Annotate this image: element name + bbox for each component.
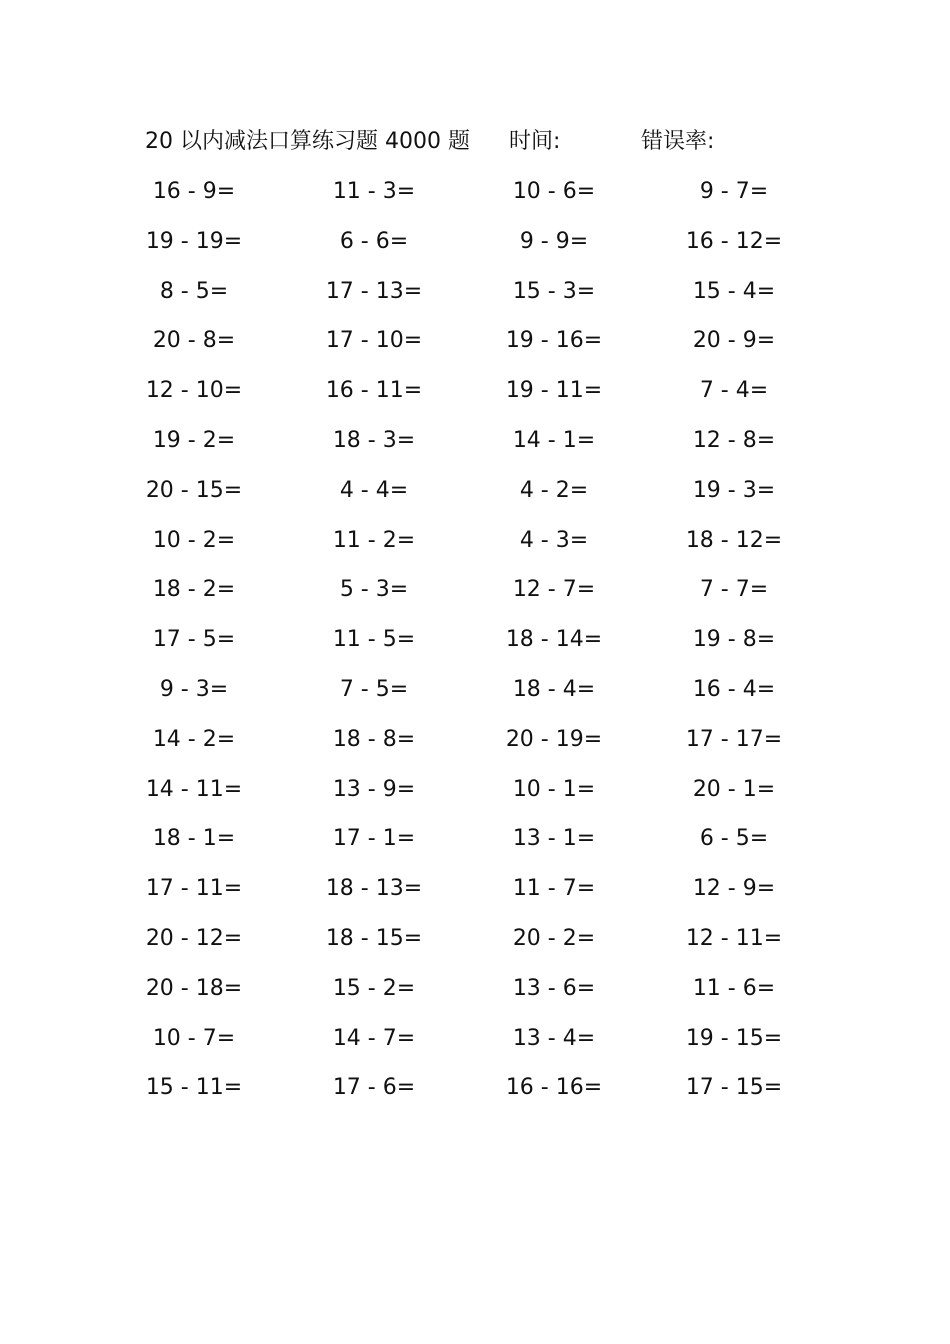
problem-row	[0, 172, 950, 222]
problem-item: 7 - 4=	[699, 378, 769, 404]
problem-item: 19 - 3=	[692, 477, 776, 503]
problem-item: 18 - 1=	[152, 826, 236, 852]
problem-item: 18 - 12=	[685, 527, 783, 553]
problem-item: 19 - 15=	[685, 1025, 783, 1051]
problem-row	[0, 570, 950, 620]
problem-row	[0, 1068, 950, 1118]
problem-item: 16 - 12=	[685, 228, 783, 254]
problem-item: 7 - 5=	[339, 676, 409, 702]
problem-item: 11 - 3=	[332, 179, 416, 204]
error-rate-label: 错误率:	[641, 129, 715, 154]
problem-row	[0, 471, 950, 521]
problem-row	[0, 521, 950, 571]
problem-item: 15 - 2=	[332, 975, 416, 1001]
problem-item: 13 - 4=	[512, 1025, 596, 1051]
problem-item: 15 - 3=	[512, 278, 596, 304]
problem-item: 17 - 17=	[685, 726, 783, 752]
problem-item: 18 - 14=	[505, 627, 603, 653]
problem-item: 9 - 9=	[519, 228, 589, 254]
problem-item: 14 - 11=	[145, 776, 243, 802]
problem-item: 14 - 1=	[512, 427, 596, 453]
problem-item: 20 - 18=	[145, 975, 243, 1001]
problem-item: 12 - 10=	[145, 378, 243, 404]
problem-item: 12 - 7=	[512, 577, 596, 603]
problem-row	[0, 321, 950, 371]
problem-item: 19 - 11=	[505, 378, 603, 404]
problem-item: 4 - 3=	[519, 527, 589, 553]
problem-item: 13 - 9=	[332, 776, 416, 802]
problem-row	[0, 720, 950, 770]
problem-grid	[0, 172, 950, 1118]
problem-item: 7 - 7=	[699, 577, 769, 603]
time-label: 时间:	[509, 129, 561, 154]
problem-item: 10 - 2=	[152, 527, 236, 553]
problem-item: 19 - 2=	[152, 427, 236, 453]
problem-item: 13 - 1=	[512, 826, 596, 852]
worksheet-title: 20 以内减法口算练习题 4000 题	[145, 129, 470, 154]
problem-item: 16 - 11=	[325, 378, 423, 404]
problem-item: 17 - 15=	[685, 1075, 783, 1101]
problem-item: 18 - 3=	[332, 427, 416, 453]
problem-item: 20 - 12=	[145, 925, 243, 951]
problem-row	[0, 421, 950, 471]
problem-item: 4 - 2=	[519, 477, 589, 503]
problem-item: 11 - 2=	[332, 527, 416, 553]
problem-row	[0, 770, 950, 820]
problem-item: 20 - 2=	[512, 925, 596, 951]
problem-row	[0, 371, 950, 421]
problem-item: 18 - 2=	[152, 577, 236, 603]
problem-item: 18 - 13=	[325, 876, 423, 902]
problem-item: 16 - 4=	[692, 676, 776, 702]
problem-item: 12 - 8=	[692, 427, 776, 453]
problem-item: 17 - 10=	[325, 328, 423, 354]
problem-item: 17 - 5=	[152, 627, 236, 653]
problem-item: 10 - 6=	[512, 179, 596, 204]
problem-item: 12 - 9=	[692, 876, 776, 902]
problem-item: 9 - 3=	[159, 676, 229, 702]
problem-item: 13 - 6=	[512, 975, 596, 1001]
problem-item: 19 - 19=	[145, 228, 243, 254]
worksheet-header	[0, 124, 950, 160]
problem-item: 16 - 9=	[152, 179, 236, 204]
problem-item: 11 - 7=	[512, 876, 596, 902]
problem-item: 6 - 5=	[699, 826, 769, 852]
problem-item: 10 - 7=	[152, 1025, 236, 1051]
problem-item: 17 - 11=	[145, 876, 243, 902]
problem-row	[0, 620, 950, 670]
problem-item: 14 - 7=	[332, 1025, 416, 1051]
problem-row	[0, 222, 950, 272]
problem-item: 15 - 4=	[692, 278, 776, 304]
problem-item: 11 - 5=	[332, 627, 416, 653]
problem-item: 17 - 1=	[332, 826, 416, 852]
problem-item: 15 - 11=	[145, 1075, 243, 1101]
problem-item: 20 - 19=	[505, 726, 603, 752]
problem-item: 19 - 16=	[505, 328, 603, 354]
problem-row	[0, 670, 950, 720]
problem-item: 20 - 9=	[692, 328, 776, 354]
problem-item: 11 - 6=	[692, 975, 776, 1001]
problem-item: 19 - 8=	[692, 627, 776, 653]
problem-item: 10 - 1=	[512, 776, 596, 802]
problem-item: 4 - 4=	[339, 477, 409, 503]
problem-row	[0, 819, 950, 869]
problem-item: 12 - 11=	[685, 925, 783, 951]
problem-item: 18 - 4=	[512, 676, 596, 702]
problem-item: 17 - 13=	[325, 278, 423, 304]
problem-item: 17 - 6=	[332, 1075, 416, 1101]
problem-item: 18 - 15=	[325, 925, 423, 951]
problem-row	[0, 969, 950, 1019]
problem-item: 18 - 8=	[332, 726, 416, 752]
problem-item: 6 - 6=	[339, 228, 409, 254]
problem-row	[0, 1019, 950, 1069]
problem-item: 9 - 7=	[699, 179, 769, 204]
problem-item: 14 - 2=	[152, 726, 236, 752]
problem-item: 20 - 15=	[145, 477, 243, 503]
problem-item: 16 - 16=	[505, 1075, 603, 1101]
problem-row	[0, 272, 950, 322]
problem-item: 5 - 3=	[339, 577, 409, 603]
problem-item: 8 - 5=	[159, 278, 229, 304]
problem-item: 20 - 8=	[152, 328, 236, 354]
problem-item: 20 - 1=	[692, 776, 776, 802]
problem-row	[0, 869, 950, 919]
problem-row	[0, 919, 950, 969]
